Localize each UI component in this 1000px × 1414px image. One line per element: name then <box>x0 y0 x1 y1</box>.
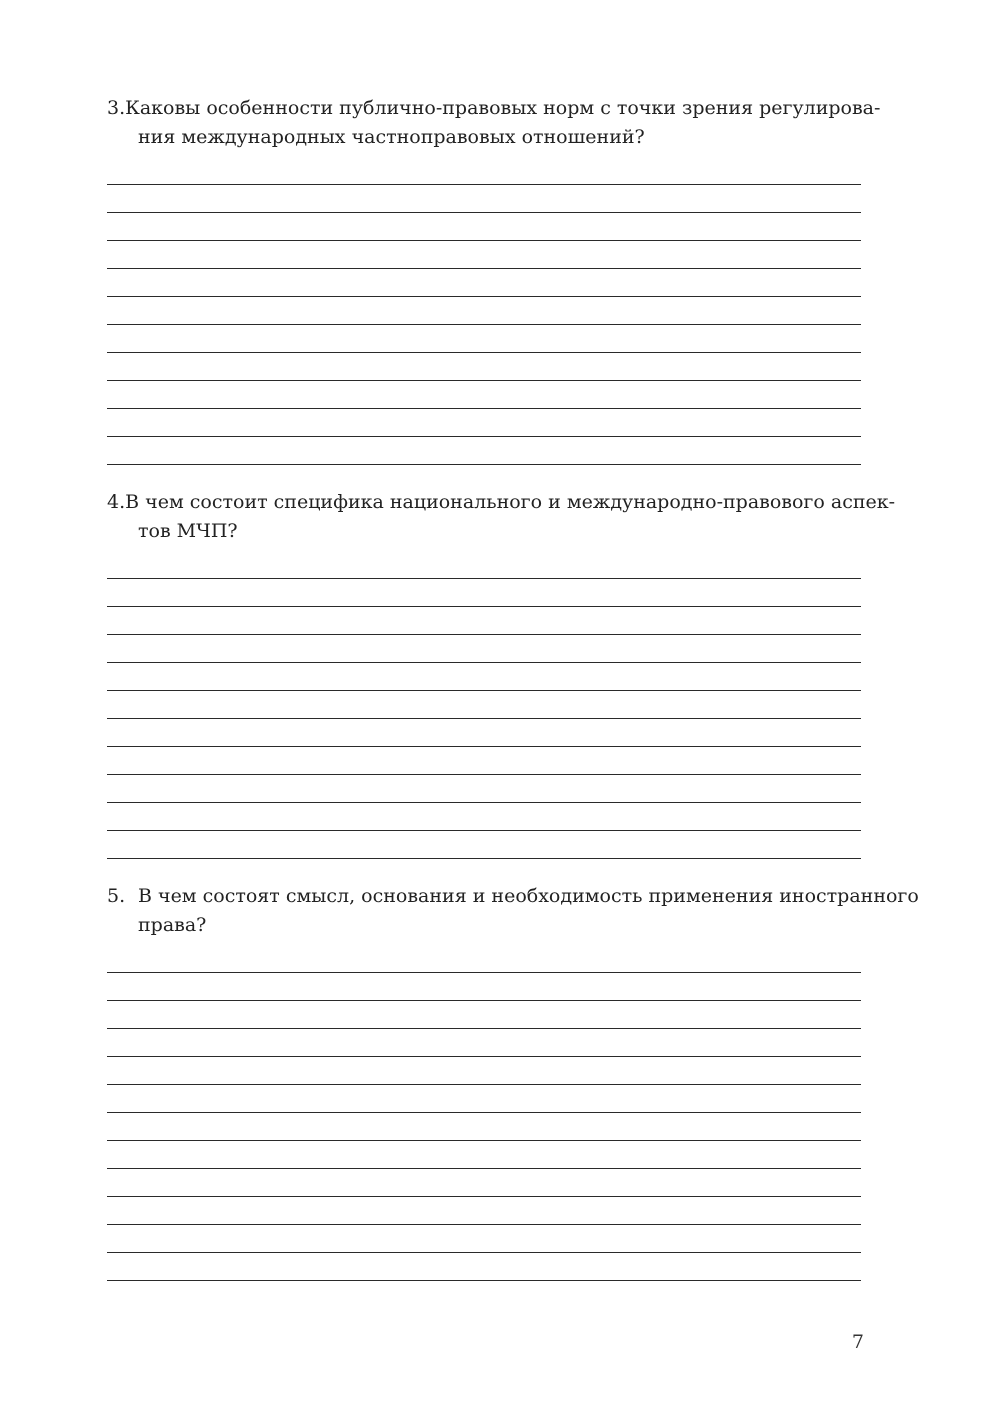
question-5-text-line-1: В чем состоят смысл, основания и необходимость применения иностранного <box>138 885 919 907</box>
question-4-text-line-2: тов МЧП? <box>138 520 238 542</box>
question-3-text-line-2: ния международных частноправовых отношений? <box>138 126 645 148</box>
answer-line <box>107 1224 861 1225</box>
answer-line <box>107 464 861 465</box>
answer-line <box>107 1252 861 1253</box>
answer-line <box>107 1280 861 1281</box>
question-5-first-line <box>107 882 919 911</box>
question-3-text-line-1: Каковы особенности публично-правовых норм с точки зрения регулирова- <box>125 97 881 119</box>
answer-line <box>107 352 861 353</box>
answer-line <box>107 240 861 241</box>
answer-line <box>107 746 861 747</box>
answer-line <box>107 1112 861 1113</box>
answer-line <box>107 212 861 213</box>
answer-line <box>107 802 861 803</box>
answer-line <box>107 436 861 437</box>
question-5 <box>107 882 919 940</box>
question-3-first-line <box>107 94 881 123</box>
answer-line <box>107 972 861 973</box>
answer-line <box>107 1028 861 1029</box>
question-5-text-line-2: права? <box>138 914 207 936</box>
answer-line <box>107 268 861 269</box>
answer-line <box>107 1140 861 1141</box>
answer-lines-question-4 <box>107 578 861 859</box>
question-3 <box>107 94 881 152</box>
question-4 <box>107 488 896 546</box>
question-4-text-line-1: В чем состоит специфика национального и международно-правового аспек- <box>125 491 896 513</box>
answer-line <box>107 718 861 719</box>
question-5-number: 5. <box>107 885 126 907</box>
answer-line <box>107 606 861 607</box>
answer-line <box>107 1056 861 1057</box>
answer-line <box>107 408 861 409</box>
answer-lines-question-3 <box>107 184 861 465</box>
answer-line <box>107 774 861 775</box>
answer-line <box>107 634 861 635</box>
answer-line <box>107 1196 861 1197</box>
answer-line <box>107 662 861 663</box>
answer-line <box>107 1084 861 1085</box>
answer-line <box>107 296 861 297</box>
answer-line <box>107 1000 861 1001</box>
question-4-first-line <box>107 488 896 517</box>
page-number: 7 <box>851 1331 864 1353</box>
answer-line <box>107 858 861 859</box>
answer-line <box>107 324 861 325</box>
question-3-number: 3. <box>107 97 126 119</box>
answer-line <box>107 690 861 691</box>
answer-line <box>107 578 861 579</box>
answer-lines-question-5 <box>107 972 861 1281</box>
answer-line <box>107 380 861 381</box>
answer-line <box>107 1168 861 1169</box>
question-4-number: 4. <box>107 491 126 513</box>
answer-line <box>107 830 861 831</box>
answer-line <box>107 184 861 185</box>
